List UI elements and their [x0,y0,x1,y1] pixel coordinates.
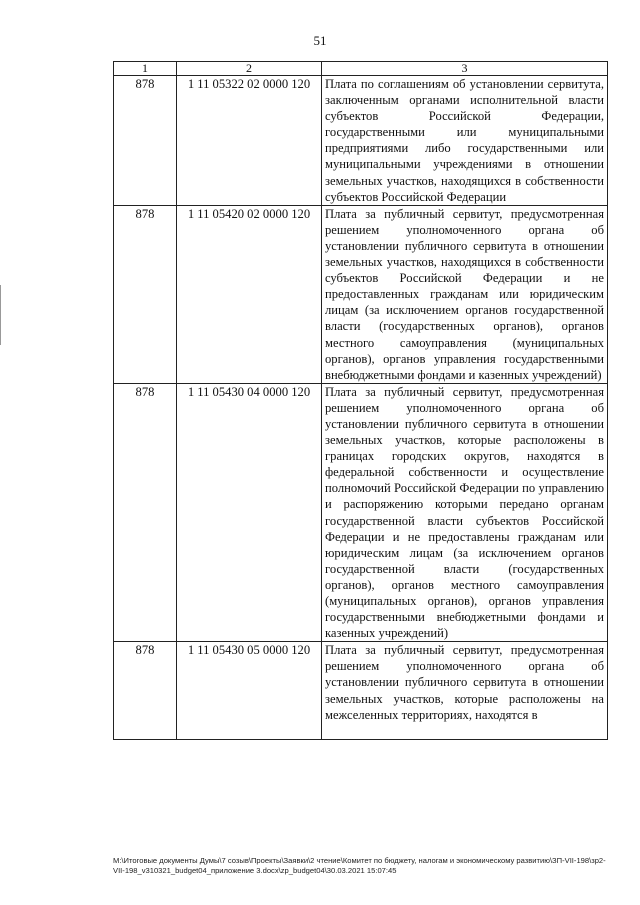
description-cell [322,76,608,206]
description-text: Плата за публичный сервитут, предусмотренная решением уполномоченного органа об установлении публичного сервитута в отношении земельных участков, находящихся в собственности субъектов Российской Федерации и не предоставленных гражданам или юридическим лицам (за исключением органов государственной власти (государственных органов), органов местного самоуправления (муниципальных органов), органов управления государственными внебюджетными фондами и казенных учреждений) [325,206,604,382]
description-cell [322,642,608,740]
income-code-cell: 1 11 05430 05 0000 120 [177,642,322,740]
income-code-cell: 1 11 05420 02 0000 120 [177,205,322,383]
admin-code-cell: 878 [114,383,177,642]
table-row [114,642,608,740]
table-header-row [114,62,608,76]
admin-code-cell: 878 [114,642,177,740]
margin-mark [0,285,4,345]
income-code-cell: 1 11 05322 02 0000 120 [177,76,322,206]
table-row [114,205,608,383]
header-col-3: 3 [322,62,608,76]
header-col-2: 2 [177,62,322,76]
table-row [114,383,608,642]
description-text: Плата за публичный сервитут, предусмотренная решением уполномоченного органа об установлении публичного сервитута в отношении земельных участков, которые расположены в границах городских округов, находятся в федеральной собственности и осуществление полномочий Российской Федерации по управлению и распоряжению которыми передано органам государственной власти субъектов Российской Федерации и не предоставлены гражданам или юридическим лицам (за исключением органов государственной власти (государственных органов), органов местного самоуправления (муниципальных органов), органов управления государственными внебюджетными фондами и казенных учреждений) [325,384,604,641]
document-path-footer: М:\Итоговые документы Думы\7 созыв\Проекты\Заявки\2 чтение\Комитет по бюджету, налогам и экономическому развитию\ЗП-VII-198\зр2-VII-198_v310321_budget04_приложение 3.docx\zp_budget04\30.03.2021 15:07:45 [113,856,606,875]
admin-code-cell: 878 [114,76,177,206]
description-cell [322,383,608,642]
admin-code-cell: 878 [114,205,177,383]
description-text: Плата по соглашениям об установлении сервитута, заключенным органами исполнительной власти субъектов Российской Федерации, государственными или муниципальными предприятиями либо государственными или муниципальными учреждениями в отношении земельных участков, находящихся в собственности субъектов Российской Федерации [325,77,604,204]
description-text: Плата за публичный сервитут, предусмотренная решением уполномоченного органа об установлении публичного сервитута в отношении земельных участков, которые расположены на межселенных территориях, находятся в [325,643,604,722]
description-cell [322,205,608,383]
page-number: 51 [313,33,327,48]
description-continues [325,642,604,739]
budget-classification-table [113,61,608,740]
income-code-cell: 1 11 05430 04 0000 120 [177,383,322,642]
header-col-1: 1 [114,62,177,76]
table-row [114,76,608,206]
